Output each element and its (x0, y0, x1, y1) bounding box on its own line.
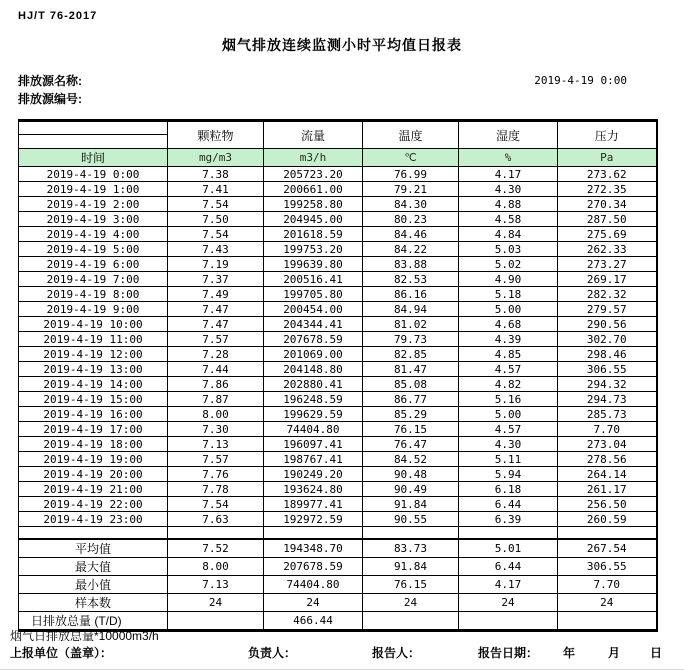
value-cell: 287.50 (558, 212, 657, 227)
value-cell: 199629.59 (264, 407, 363, 422)
value-cell: 6.18 (459, 482, 558, 497)
value-cell: 4.82 (459, 377, 558, 392)
unit-temperature: ℃ (363, 149, 459, 167)
value-cell: 7.57 (168, 452, 264, 467)
summary-value-cell: 306.55 (558, 557, 657, 575)
source-name-label: 排放源名称: (18, 74, 82, 88)
table-row (19, 227, 657, 242)
table-row (19, 302, 657, 317)
table-row (19, 482, 657, 497)
table-row (19, 332, 657, 347)
summary-value-cell: 466.44 (264, 611, 363, 630)
summary-value-cell: 207678.59 (264, 557, 363, 575)
time-cell: 2019-4-19 6:00 (19, 257, 168, 272)
value-cell: 76.47 (363, 437, 459, 452)
time-cell: 2019-4-19 7:00 (19, 272, 168, 287)
table-row (19, 437, 657, 452)
value-cell: 81.02 (363, 317, 459, 332)
table-row (19, 377, 657, 392)
table-row (19, 512, 657, 527)
value-cell: 207678.59 (264, 332, 363, 347)
unit-particulate: mg/m3 (168, 149, 264, 167)
value-cell: 4.30 (459, 182, 558, 197)
value-cell: 298.46 (558, 347, 657, 362)
summary-body (19, 539, 657, 631)
table-row (19, 287, 657, 302)
time-cell: 2019-4-19 23:00 (19, 512, 168, 527)
summary-value-cell (558, 611, 657, 630)
value-cell: 7.30 (168, 422, 264, 437)
report-date-label: 报告日期： (478, 646, 539, 660)
value-cell: 5.18 (459, 287, 558, 302)
value-cell: 91.84 (363, 497, 459, 512)
value-cell: 282.32 (558, 287, 657, 302)
value-cell: 4.17 (459, 167, 558, 182)
value-cell: 4.39 (459, 332, 558, 347)
summary-value-cell: 267.54 (558, 539, 657, 558)
table-row (19, 182, 657, 197)
time-cell: 2019-4-19 4:00 (19, 227, 168, 242)
summary-value-cell: 8.00 (168, 557, 264, 575)
value-cell: 270.34 (558, 197, 657, 212)
value-cell: 7.19 (168, 257, 264, 272)
value-cell: 7.47 (168, 317, 264, 332)
summary-label-cell: 最小值 (19, 575, 168, 593)
time-cell: 2019-4-19 18:00 (19, 437, 168, 452)
table-row (19, 167, 657, 182)
value-cell: 196248.59 (264, 392, 363, 407)
value-cell: 5.11 (459, 452, 558, 467)
value-cell: 7.47 (168, 302, 264, 317)
data-body (19, 167, 657, 527)
value-cell: 5.16 (459, 392, 558, 407)
source-code-label: 排放源编号: (18, 92, 82, 106)
value-cell: 264.14 (558, 467, 657, 482)
summary-label-cell: 日排放总量 (T/D) (19, 611, 168, 630)
col-header-humidity: 湿度 (459, 121, 558, 149)
value-cell: 83.88 (363, 257, 459, 272)
value-cell: 7.41 (168, 182, 264, 197)
value-cell: 5.00 (459, 407, 558, 422)
report-datetime: 2019-4-19 0:00 (534, 74, 627, 87)
value-cell: 7.86 (168, 377, 264, 392)
value-cell: 260.59 (558, 512, 657, 527)
value-cell: 275.69 (558, 227, 657, 242)
summary-value-cell: 24 (363, 593, 459, 611)
col-header-flow: 流量 (264, 121, 363, 149)
value-cell: 4.58 (459, 212, 558, 227)
value-cell: 4.90 (459, 272, 558, 287)
value-cell: 204945.00 (264, 212, 363, 227)
value-cell: 200661.00 (264, 182, 363, 197)
emission-note: 烟气日排放总量*10000m3/h (10, 629, 159, 643)
summary-value-cell: 7.52 (168, 539, 264, 558)
value-cell: 261.17 (558, 482, 657, 497)
table-row (19, 422, 657, 437)
value-cell: 7.13 (168, 437, 264, 452)
time-cell: 2019-4-19 14:00 (19, 377, 168, 392)
value-cell: 4.68 (459, 317, 558, 332)
summary-value-cell: 24 (558, 593, 657, 611)
value-cell: 84.46 (363, 227, 459, 242)
summary-value-cell: 7.70 (558, 575, 657, 593)
reporter-label: 报告人： (372, 646, 421, 660)
value-cell: 7.49 (168, 287, 264, 302)
unit-flow: m3/h (264, 149, 363, 167)
value-cell: 7.43 (168, 242, 264, 257)
table-row (19, 347, 657, 362)
value-cell: 4.88 (459, 197, 558, 212)
value-cell: 7.54 (168, 497, 264, 512)
col-header-particulate: 颗粒物 (168, 121, 264, 149)
header-body (19, 121, 657, 167)
summary-value-cell: 6.44 (459, 557, 558, 575)
unit-pressure: Pa (558, 149, 657, 167)
value-cell: 273.27 (558, 257, 657, 272)
spacer-body (19, 527, 657, 539)
value-cell: 80.23 (363, 212, 459, 227)
value-cell: 76.15 (363, 422, 459, 437)
value-cell: 90.48 (363, 467, 459, 482)
time-cell: 2019-4-19 5:00 (19, 242, 168, 257)
value-cell: 192972.59 (264, 512, 363, 527)
summary-value-cell: 24 (264, 593, 363, 611)
signature-line (0, 644, 684, 662)
time-cell: 2019-4-19 19:00 (19, 452, 168, 467)
table-row (19, 497, 657, 512)
summary-label-cell: 平均值 (19, 539, 168, 558)
summary-value-cell (363, 611, 459, 630)
time-cell: 2019-4-19 10:00 (19, 317, 168, 332)
blank-cell-bottom (19, 135, 168, 149)
value-cell: 201069.00 (264, 347, 363, 362)
summary-value-cell: 83.73 (363, 539, 459, 558)
value-cell: 5.94 (459, 467, 558, 482)
value-cell: 5.03 (459, 242, 558, 257)
time-cell: 2019-4-19 12:00 (19, 347, 168, 362)
value-cell: 7.50 (168, 212, 264, 227)
time-cell: 2019-4-19 20:00 (19, 467, 168, 482)
report-meta (18, 72, 666, 108)
value-cell: 199753.20 (264, 242, 363, 257)
value-cell: 84.52 (363, 452, 459, 467)
value-cell: 7.54 (168, 197, 264, 212)
value-cell: 7.38 (168, 167, 264, 182)
value-cell: 198767.41 (264, 452, 363, 467)
responsible-person-label: 负责人： (248, 646, 297, 660)
value-cell: 7.37 (168, 272, 264, 287)
value-cell: 199639.80 (264, 257, 363, 272)
value-cell: 7.70 (558, 422, 657, 437)
value-cell: 79.21 (363, 182, 459, 197)
value-cell: 8.00 (168, 407, 264, 422)
value-cell: 7.57 (168, 332, 264, 347)
summary-value-cell: 74404.80 (264, 575, 363, 593)
summary-label-cell: 样本数 (19, 593, 168, 611)
value-cell: 5.00 (459, 302, 558, 317)
time-cell: 2019-4-19 17:00 (19, 422, 168, 437)
table-row (19, 407, 657, 422)
time-cell: 2019-4-19 9:00 (19, 302, 168, 317)
value-cell: 6.39 (459, 512, 558, 527)
time-header-cell: 时间 (19, 149, 168, 167)
year-label: 年 (563, 646, 576, 660)
table-row (19, 467, 657, 482)
table-row (19, 392, 657, 407)
value-cell: 294.73 (558, 392, 657, 407)
value-cell: 202880.41 (264, 377, 363, 392)
time-cell: 2019-4-19 0:00 (19, 167, 168, 182)
summary-value-cell: 91.84 (363, 557, 459, 575)
value-cell: 7.54 (168, 227, 264, 242)
summary-row (19, 539, 657, 558)
empty-row (19, 527, 657, 539)
value-cell: 86.77 (363, 392, 459, 407)
time-cell: 2019-4-19 2:00 (19, 197, 168, 212)
table-row (19, 317, 657, 332)
value-cell: 7.63 (168, 512, 264, 527)
value-cell: 74404.80 (264, 422, 363, 437)
value-cell: 6.44 (459, 497, 558, 512)
value-cell: 4.57 (459, 422, 558, 437)
value-cell: 7.44 (168, 362, 264, 377)
time-cell: 2019-4-19 1:00 (19, 182, 168, 197)
value-cell: 85.08 (363, 377, 459, 392)
value-cell: 4.85 (459, 347, 558, 362)
summary-value-cell (459, 611, 558, 630)
col-header-pressure: 压力 (558, 121, 657, 149)
value-cell: 193624.80 (264, 482, 363, 497)
value-cell: 86.16 (363, 287, 459, 302)
column-header-row (19, 121, 657, 135)
value-cell: 5.02 (459, 257, 558, 272)
value-cell: 200454.00 (264, 302, 363, 317)
table-row (19, 272, 657, 287)
value-cell: 306.55 (558, 362, 657, 377)
value-cell: 272.35 (558, 182, 657, 197)
value-cell: 81.47 (363, 362, 459, 377)
value-cell: 199258.80 (264, 197, 363, 212)
value-cell: 82.53 (363, 272, 459, 287)
value-cell: 76.99 (363, 167, 459, 182)
value-cell: 200516.41 (264, 272, 363, 287)
table-row (19, 257, 657, 272)
value-cell: 4.30 (459, 437, 558, 452)
value-cell: 278.56 (558, 452, 657, 467)
time-cell: 2019-4-19 11:00 (19, 332, 168, 347)
value-cell: 269.17 (558, 272, 657, 287)
summary-row (19, 593, 657, 611)
value-cell: 7.78 (168, 482, 264, 497)
value-cell: 189977.41 (264, 497, 363, 512)
value-cell: 205723.20 (264, 167, 363, 182)
value-cell: 279.57 (558, 302, 657, 317)
summary-value-cell: 4.17 (459, 575, 558, 593)
value-cell: 273.04 (558, 437, 657, 452)
month-label: 月 (608, 646, 621, 660)
blank-cell-top (19, 121, 168, 135)
time-cell: 2019-4-19 13:00 (19, 362, 168, 377)
value-cell: 84.22 (363, 242, 459, 257)
summary-value-cell (168, 611, 264, 630)
value-cell: 4.84 (459, 227, 558, 242)
value-cell: 84.30 (363, 197, 459, 212)
col-header-temperature: 温度 (363, 121, 459, 149)
page-title: 烟气排放连续监测小时平均值日报表 (222, 37, 462, 53)
value-cell: 196097.41 (264, 437, 363, 452)
value-cell: 190249.20 (264, 467, 363, 482)
summary-label-cell: 最大值 (19, 557, 168, 575)
value-cell: 82.85 (363, 347, 459, 362)
value-cell: 79.73 (363, 332, 459, 347)
table-row (19, 212, 657, 227)
summary-row (19, 575, 657, 593)
value-cell: 4.57 (459, 362, 558, 377)
standard-code: HJ/T 76-2017 (18, 10, 98, 22)
value-cell: 204148.80 (264, 362, 363, 377)
table-row (19, 197, 657, 212)
value-cell: 7.87 (168, 392, 264, 407)
time-cell: 2019-4-19 22:00 (19, 497, 168, 512)
unit-row (19, 149, 657, 167)
summary-value-cell: 76.15 (363, 575, 459, 593)
summary-value-cell: 7.13 (168, 575, 264, 593)
bottom-divider (0, 669, 684, 670)
value-cell: 90.55 (363, 512, 459, 527)
value-cell: 201618.59 (264, 227, 363, 242)
table-row (19, 452, 657, 467)
value-cell: 85.29 (363, 407, 459, 422)
monitoring-table (18, 119, 658, 632)
time-cell: 2019-4-19 3:00 (19, 212, 168, 227)
time-cell: 2019-4-19 8:00 (19, 287, 168, 302)
value-cell: 204344.41 (264, 317, 363, 332)
value-cell: 90.49 (363, 482, 459, 497)
summary-value-cell: 5.01 (459, 539, 558, 558)
value-cell: 199705.80 (264, 287, 363, 302)
value-cell: 273.62 (558, 167, 657, 182)
day-label: 日 (650, 646, 663, 660)
unit-humidity: % (459, 149, 558, 167)
summary-row (19, 557, 657, 575)
value-cell: 302.70 (558, 332, 657, 347)
value-cell: 7.76 (168, 467, 264, 482)
value-cell: 256.50 (558, 497, 657, 512)
time-cell: 2019-4-19 21:00 (19, 482, 168, 497)
value-cell: 290.56 (558, 317, 657, 332)
value-cell: 84.94 (363, 302, 459, 317)
summary-value-cell: 194348.70 (264, 539, 363, 558)
value-cell: 294.32 (558, 377, 657, 392)
time-cell: 2019-4-19 16:00 (19, 407, 168, 422)
summary-value-cell: 24 (168, 593, 264, 611)
table-row (19, 242, 657, 257)
value-cell: 285.73 (558, 407, 657, 422)
table-row (19, 362, 657, 377)
value-cell: 7.28 (168, 347, 264, 362)
value-cell: 262.33 (558, 242, 657, 257)
reporting-unit-label: 上报单位（盖章）： (10, 646, 113, 660)
time-cell: 2019-4-19 15:00 (19, 392, 168, 407)
summary-value-cell: 24 (459, 593, 558, 611)
